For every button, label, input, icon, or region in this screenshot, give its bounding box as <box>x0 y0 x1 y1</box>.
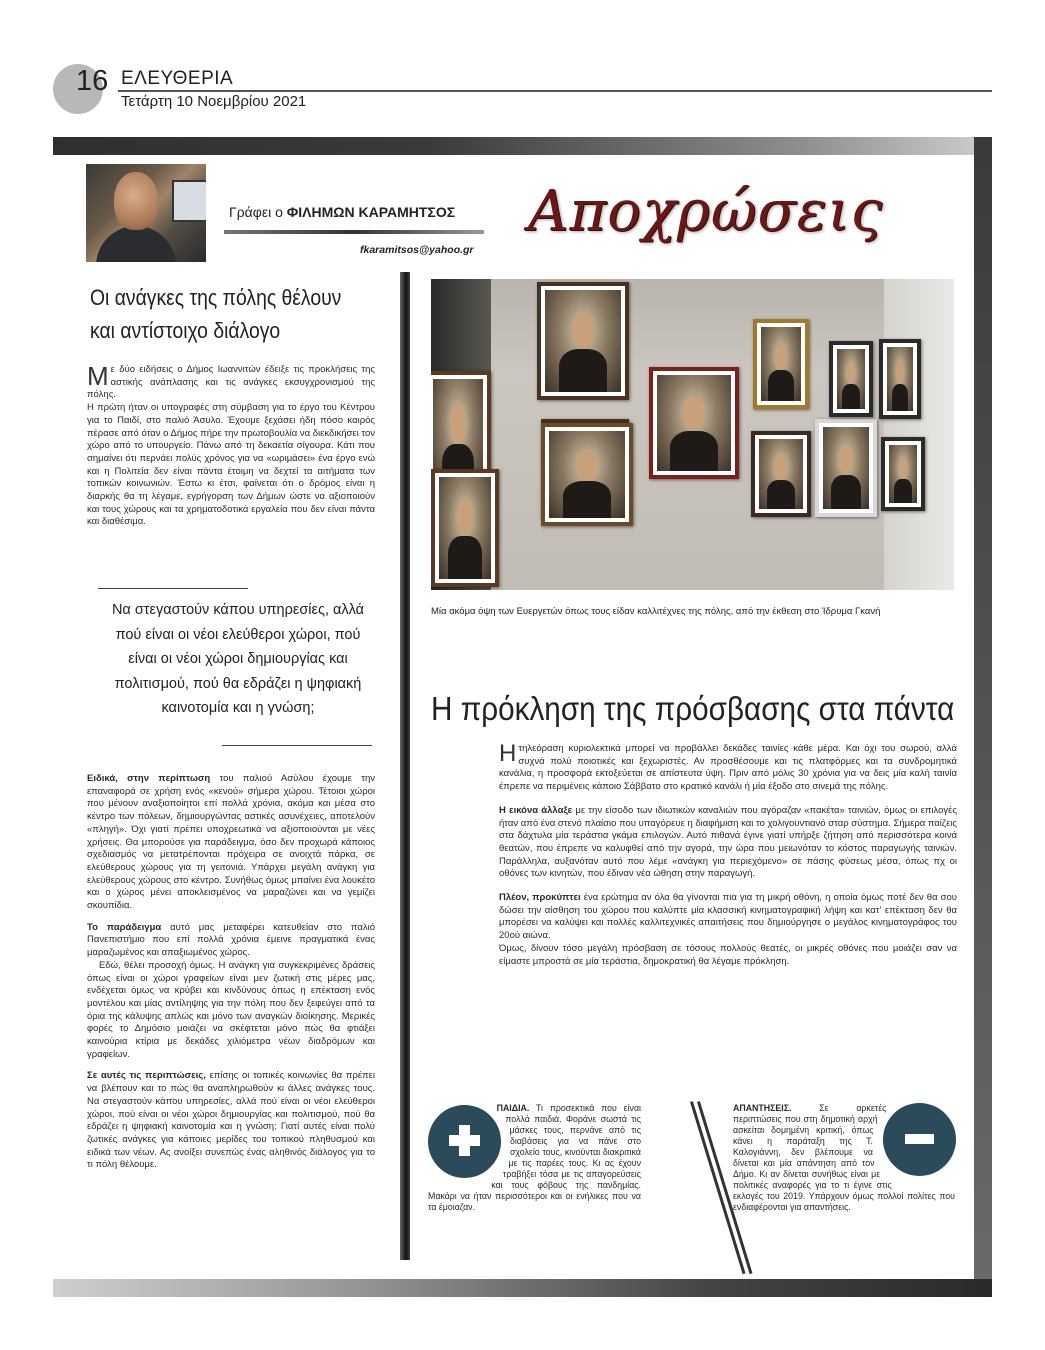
plus-text: Τι προσεκτικά που είναι πολλά παιδιά. Φοράνε σωστά τις μάσκες τους, περνάνε από τις διαβάσεις για να πάνε στο σχολείο τους, κινούνται διακριτικά με τις παρέες τους. Κι ας έχουν τραβήξει τόσα με τις απαγορεύσεις και τους φόβους της πανδημίας. Μακάρι να ήταν περισσότεροι και οι ενήλικες που να τα έμοιαζαν. <box>428 1103 641 1212</box>
exhibition-photo <box>431 279 954 590</box>
column-separator <box>400 272 410 1260</box>
portrait-frame <box>541 423 633 526</box>
photo-caption: Μία ακόμα όψη των Ευεργετών όπως τους είδαν καλλιτέχνες της πόλης, από την έκθεση στο Ίδρυμα Γκανή <box>431 606 881 617</box>
pull-quote: Να στεγαστούν κάπου υπηρεσίες, αλλά πού είναι οι νέοι ελεύθεροι χώροι, πού είναι οι νέοι χώροι δημιουργίας και πολιτισμού, πού θα εδράζει η ψηφιακή καινοτομία και η γνώση; <box>111 602 365 716</box>
paragraph: Όμως, δίνουν τόσο μεγάλη πρόσβαση σε τόσους πολλούς θεατές, οι μικρές οθόνες που μοιάζει σαν να είμαστε μπροστά σε μία τεράστια, δημοκρατική θα λέγαμε πρόκληση. <box>499 942 957 967</box>
minus-icon <box>905 1134 934 1144</box>
frame-bottom-bar <box>53 1279 992 1297</box>
byline-rule <box>224 230 484 234</box>
column-title-logo: Αποχρώσεις <box>528 179 884 244</box>
light-wall-section <box>884 279 954 590</box>
portrait-frame <box>881 437 925 511</box>
plus-icon-vertical <box>459 1125 470 1156</box>
paragraph: Πλέον, προκύπτει ένα ερώτημα αν όλα θα γίνονται πια για τη μικρή οθόνη, η οποία όμως ποτέ δεν θα σου δώσει την αίσθηση του χώρου που καλύπτε μία κλασσική κινηματογραφική λήψη και κατ' επέκταση δεν θα μπορέσει να καλύψει και πολλές καλλιτεχνικές απαιτήσεις που δημιούργησε ο μεγάλος κινηματογράφος του 20ού αιώνα. <box>499 892 957 942</box>
author-photo <box>86 164 206 262</box>
minus-text: Σε αρκετές περιπτώσεις που στη δημοτική αρχή ασκείται δομημένη κριτική, όπως κάνει η παράταξη της Τ. Καλογιάννη, δεν βλέπουμε να δίνεται και μία απάντηση από τον Δήμο. Κι αν δίνεται συνήθως είναι με πολιτικές αναφορές για το τι έγινε στις εκλογές του 2019. Υπάρχουν όμως πολλοί πολίτες που ενδιαφέρονται για απαντήσεις. <box>733 1103 955 1212</box>
issue-date: Τετάρτη 10 Νοεμβρίου 2021 <box>121 93 307 110</box>
author-shirt-shape <box>96 226 176 262</box>
drop-cap: Η <box>499 740 517 767</box>
byline <box>229 204 455 220</box>
paragraph: Ειδικά, στην περίπτωση του παλιού Ασύλου έχουμε την επαναφορά σε χρήση ενός «κενού» σήμερα χώρου. Τέτοιοι χώροι που μένουν αναξιοποίητοι επί πολλά χρόνια, ακόμα και μέσα στο κέντρο των πόλεων, δημιουργώντας αστικές ασυνέχειες, αποτελούν «πληγή». Όχι γιατί πρέπει υποχρεωτικά να αξιοποιούνται με νέες χρήσεις. Θα μπορούσε για παράδειγμα, όσο δεν προχωρά κάποιος σχεδιασμός να μετατρέπονται πρόχειρα σε ανοιχτά πάρκα, σε ελεύθερους χώρους για τη γειτονιά. Υπάρχει μεγάλη ανάγκη για ελεύθερους χώρους στο κέντρο. Συνήθως όμως μπαίνει ένα λουκέτο και ο χώρος μένει αποκλεισμένος να μαραζώνει και να γεμίζει σκουπίδια. <box>87 773 375 912</box>
left-article-body <box>87 773 375 1172</box>
left-headline-line-1: Οι ανάγκες της πόλης θέλουν <box>90 285 342 310</box>
paragraph: Η τηλεόραση κυριολεκτικά μπορεί να προβάλλει δεκάδες ταινίες κάθε μέρα. Και όχι του σωρού, αλλά συχνά πολύ ποιοτικές και ξεχωριστές. Αν προσθέσουμε και τις πλατφόρμες και τα συνδρομητικά κανάλια, η προσφορά εκτοξεύεται σε απίστευτα ύψη. Πριν από μόλις 30 χρόνια για να δεις μία καλή ταινία έπρεπε να περιμένεις κάποιο Σάββατο στο κρατικό κανάλι ή μία έξοδο στο σινεμά της πόλης. <box>499 740 957 793</box>
portrait-frame <box>879 339 921 419</box>
portrait-frame <box>751 431 811 517</box>
left-headline-line-2: και αντίστοιχο διάλογο <box>90 318 281 343</box>
newspaper-name: ΕΛΕΥΘΕΡΙΑ <box>121 68 234 89</box>
drop-cap: Μ <box>87 361 109 391</box>
portrait-frame <box>649 367 739 479</box>
left-article-intro <box>87 361 375 529</box>
portrait-frame <box>537 282 629 400</box>
byline-name: ΦΙΛΗΜΩΝ ΚΑΡΑΜΗΤΣΟΣ <box>286 204 456 220</box>
minus-label: ΑΠΑΝΤΗΣΕΙΣ. <box>733 1103 792 1113</box>
paragraph: Η εικόνα άλλαξε με την είσοδο των ιδιωτικών καναλιών που αγόραζαν «πακέτα» ταινιών, όμως οι επιλογές ήταν από ένα στενό πλαίσιο που υπαγόρευε η διαφήμιση και το χολιγουντιανό σταρ σύστημα. Σήμερα παίζεις στα δάχτυλα μία τεράστια γκάμα επιλογών. Αυτό πιθανά έγινε γιατί υπήρξε ζήτηση από περισσότερα κοινά θεατών, που έπρεπε να καλυφθεί από την αγορά, την ώρα που μειωνόταν το κόστος παραγωγής ταινιών. Παράλληλα, αυξανόταν αυτό που λέμε «ανάγκη για περιεχόμενο» σε πάσης φύσεως μέσα, όπως πχ οι οθόνες των κινητών, που έδιναν νέα ώθηση στην παραγωγή. <box>499 804 957 880</box>
header-rule <box>118 90 992 92</box>
paragraph: Με δύο ειδήσεις ο Δήμος Ιωαννιτών έδειξε τις προκλήσεις της αστικής ανάπλασης και τις ανάγκες εκσυγχρονισμού της πόλης. <box>87 361 375 401</box>
paragraph: Σε αυτές τις περιπτώσεις, επίσης οι τοπικές κοινωνίες θα πρέπει να βλέπουν και το πώς θα αναπληρωθούν κι άλλες ανάγκες τους. Να στεγαστούν κάπου υπηρεσίες, αλλά πού είναι οι νέοι ελεύθεροι χώροι, πού είναι οι νέοι χώροι δημιουργίας και πολιτισμού, πού θα εδράζει η ψηφιακή καινοτομία και η γνώση; Γιατί αυτές είναι πολύ ζωτικές ανάγκες για κάποιες μερίδες του τοπικού πληθυσμού και ειδικά των νέων. Ας ανοίξει συνεπώς ένας αληθινός διάλογος για το τι πόλη θέλουμε. <box>87 1070 375 1171</box>
plus-label: ΠΑΙΔΙΑ. <box>496 1103 530 1113</box>
paragraph: Η πρώτη ήταν οι υπογραφές στη σύμβαση για το έργο του Κέντρου για το Παιδί, στο παλιό Άσυλο. Έχουμε ξεχάσει ήδη πόσο καιρός πέρασε από όταν ο Δήμος πήρε την πρωτοβουλία να διεκδικήσει τον χώρο από το υπουργείο. Πάνω από τη δεκαετία σίγουρα. Κάτι που σημαίνει ότι περνάει πολύς χρόνος για να «ωριμάσει» ένα έργο ενώ και η Πολιτεία δεν είναι πάντα έτοιμη να δεχτεί τα αιτήματα των τοπικών κοινωνιών. Έστω κι έτσι, φαίνεται ότι ο δρόμος είναι η διαρκής θα τη λέγαμε, εγρήγορση των Δήμων ώστε να αξιοποιούν και τους χώρους και τα χρηματοδοτικά εργαλεία που δεν είναι πάντα και διαθέσιμα. <box>87 402 375 528</box>
portrait-frame <box>815 419 877 517</box>
byline-prefix: Γράφει ο <box>229 204 283 220</box>
right-article-body <box>499 740 957 968</box>
frame-top-bar <box>53 137 992 155</box>
pull-quote-rule-top <box>98 588 248 589</box>
paragraph: Το παράδειγμα αυτό μας μεταφέρει κατευθείαν στο παλιό Πανεπιστήμιο που επί πολλά χρόνια έμεινε πραγματικά ένας μαραζωμένος και απαξιωμένος χώρος. <box>87 921 375 959</box>
left-headline <box>90 281 345 347</box>
portrait-frame <box>431 469 499 587</box>
monitor-shape <box>172 180 206 222</box>
portrait-frame <box>753 319 809 409</box>
author-email[interactable]: fkaramitsos@yahoo.gr <box>360 244 474 256</box>
author-face-shape <box>114 172 158 230</box>
portrait-frame <box>829 341 873 417</box>
page-number: 16 <box>76 65 109 97</box>
right-headline: Η πρόκληση της πρόσβασης στα πάντα <box>431 690 955 727</box>
frame-right-bar <box>974 137 992 1297</box>
pull-quote-rule-bottom <box>222 745 372 746</box>
paragraph: Εδώ, θέλει προσοχή όμως. Η ανάγκη για συγκεκριμένες δράσεις όπως είναι οι χώροι γραφείων είναι μεν ζωτική στις μέρες μας, ενδέχεται όμως να κρύβει και κινδύνους όπως η επέκταση ενός μοντέλου και μίας αντίληψης για την πόλη που δεν ξεφεύγει από τα όρια της κάλυψης απλώς και μόνο των αναγκών διοίκησης. Μερικές φορές το Δημόσιο μοιάζει να σκέφτεται μόνο πώς θα φτιάξει καινούρια κτίρια με δεκάδες χιλιόμετρα νέων διαδρόμων και γραφείων. <box>87 959 375 1060</box>
